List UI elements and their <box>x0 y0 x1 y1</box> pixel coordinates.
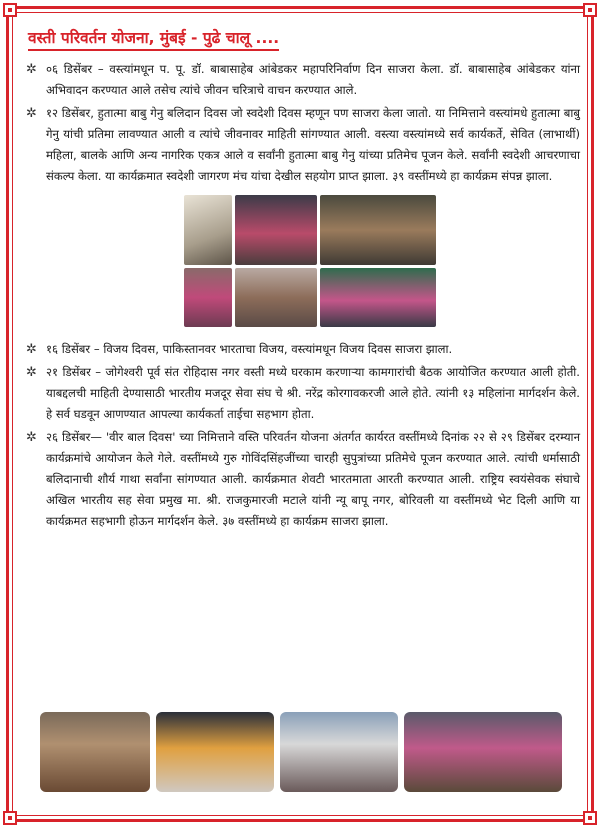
event-photo <box>404 712 562 792</box>
item-text: ०६ डिसेंबर – वस्त्यांमधून प. पू. डॉ. बाबासाहेब आंबेडकर महापरिनिर्वाण दिन साजरा केला. डॉ. बाबासाहेब आंबेडकर यांना अभिवादन करण्यात आले तसेच त्यांचे जीवन चरित्राचे वाचन करण्यात आले. <box>46 62 580 97</box>
list-item <box>24 362 580 425</box>
page-content <box>24 26 580 534</box>
event-photo <box>320 195 436 265</box>
star-bullet-icon: ✲ <box>26 430 37 445</box>
photo-collage <box>184 195 436 327</box>
corner-ornament <box>583 3 597 17</box>
event-photo <box>280 712 398 792</box>
corner-ornament <box>3 811 17 825</box>
item-text: १६ डिसेंबर – विजय दिवस, पाकिस्तानवर भारताचा विजय, वस्त्यांमधून विजय दिवस साजरा झाला. <box>46 342 453 356</box>
corner-ornament <box>583 811 597 825</box>
star-bullet-icon: ✲ <box>26 106 37 121</box>
bottom-photo-strip <box>40 712 562 792</box>
list-item <box>24 427 580 532</box>
event-photo <box>235 195 317 265</box>
list-item <box>24 339 580 360</box>
event-photo <box>156 712 274 792</box>
star-bullet-icon: ✲ <box>26 62 37 77</box>
corner-ornament <box>3 3 17 17</box>
event-list-continued <box>24 339 580 532</box>
event-list <box>24 59 580 187</box>
event-photo <box>235 268 317 327</box>
list-item <box>24 103 580 187</box>
item-text: २६ डिसेंबर— 'वीर बाल दिवस' च्या निमित्ताने वस्ति परिवर्तन योजना अंतर्गत कार्यरत वस्तींमध्ये दिनांक २२ से २९ डिसेंबर दरम्यान कार्यक्रमांचे आयोजन केले गेले. वस्तींमध्ये गुरु गोविंदसिंहजींच्या चारही सुपुत्रांच्या प्रतिमेचे पूजन करण्यात आले. त्यांची धर्मासाठी बलिदानाची शौर्य गाथा सर्वांना सांगण्यात आली. कार्यक्रमात शेवटी भारतमाता आरती करण्यात आली. राष्ट्रिय स्वयंसेवक संघाचे अखिल भारतीय सह सेवा प्रमुख मा. श्री. राजकुमारजी मटाले यांनी न्यू बापू नगर, बोरिवली या वस्तींमध्ये भेट दिली आणि या कार्यक्रमत सहभागी होऊन मार्गदर्शन केले. ३७ वस्तींमध्ये हा कार्यक्रम साजरा झाला. <box>46 430 580 528</box>
star-bullet-icon: ✲ <box>26 365 37 380</box>
event-photo <box>184 268 232 327</box>
event-photo <box>40 712 150 792</box>
star-bullet-icon: ✲ <box>26 342 37 357</box>
page-title: वस्ती परिवर्तन योजना, मुंबई - पुढे चालू .... <box>28 26 279 51</box>
event-photo <box>320 268 436 327</box>
item-text: १२ डिसेंबर, हुतात्मा बाबु गेनु बलिदान दिवस जो स्वदेशी दिवस म्हणून पण साजरा केला जातो. या निमित्ताने वस्त्यांमधे हुतात्मा बाबु गेनु यांची प्रतिमा लावण्यात आली व त्यांचे जीवनावर माहिती सांगण्यात आली. वस्त्या वस्त्यांमध्ये सर्व कार्यकर्ते, सेवित (लाभार्थी) महिला, बालके आणि अन्य नागरिक एकत्र आले व सर्वांनी हुतात्मा बाबु गेनु यांच्या प्रतिमेच पूजन केले. सर्वांनी स्वदेशी आचरणाचा संकल्प केला. या कार्यक्रमात स्वदेशी जागरण मंच यांचा देखील सहयोग प्राप्त झाला. ३९ वस्तींमध्ये हा कार्यक्रम संपन्न झाला. <box>46 106 580 183</box>
list-item <box>24 59 580 101</box>
portrait-photo <box>184 195 232 265</box>
item-text: २१ डिसेंबर – जोगेश्वरी पूर्व संत रोहिदास नगर वस्ती मध्ये घरकाम करणाऱ्या कामगारांची बैठक आयोजित करण्यात आली होती. याबद्दलची माहिती देण्यासाठी भारतीय मजदूर सेवा संघ चे श्री. नरेंद्र कोरगावकरजी आले होते. त्यांनी १३ महिलांना मार्गदर्शन केले. हे सर्व घडवून आणण्यात आपल्या कार्यकर्ता ताईचा सहभाग होता. <box>46 365 580 421</box>
